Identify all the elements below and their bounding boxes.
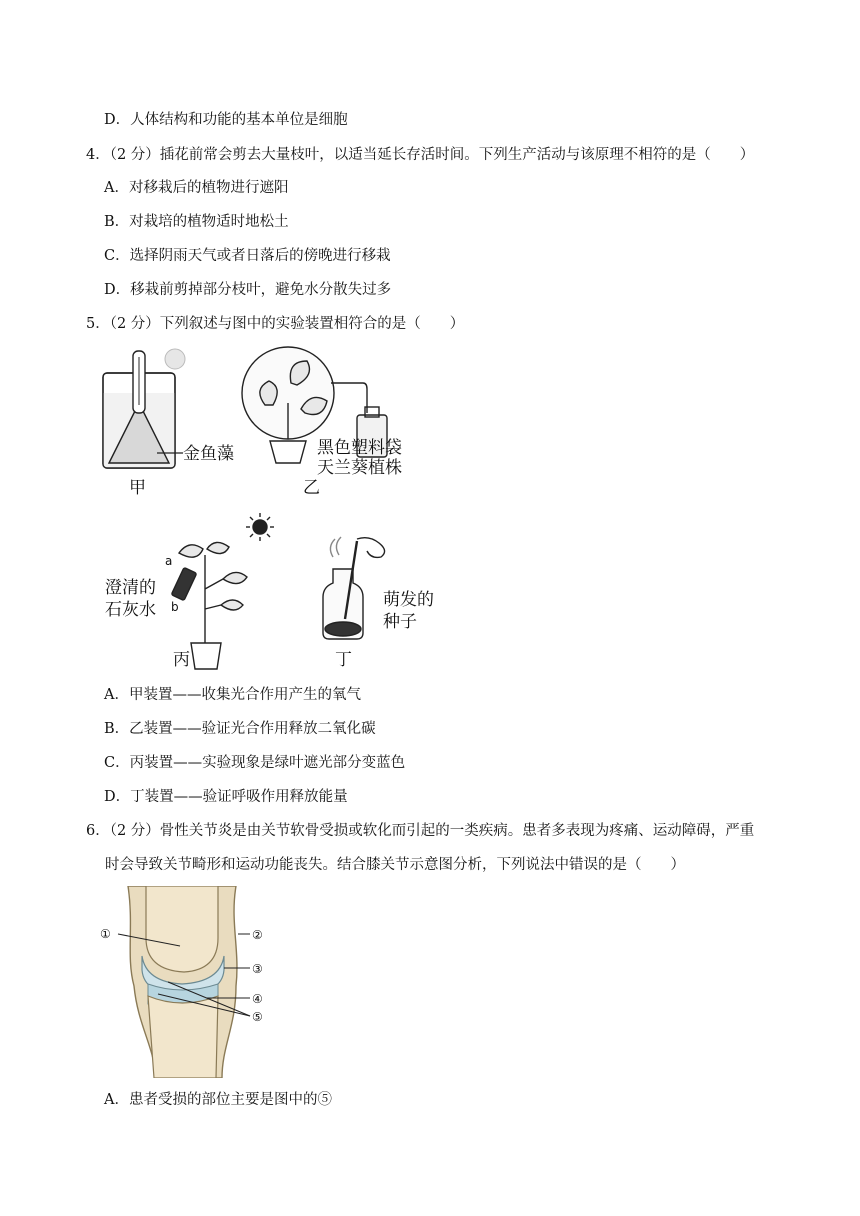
ding-seed-label-2: 种子 bbox=[383, 612, 417, 632]
q5-option-a: A．甲装置——收集光合作用产生的氧气 bbox=[104, 687, 361, 703]
q4-option-b: B．对栽培的植物适时地松土 bbox=[104, 214, 289, 230]
q5-option-b: B．乙装置——验证光合作用释放二氧化碳 bbox=[104, 721, 376, 737]
q4-option-d: D．移栽前剪掉部分枝叶，避免水分散失过多 bbox=[104, 282, 392, 298]
label-3: ③ bbox=[252, 962, 263, 976]
bing-label: 丙 bbox=[173, 650, 190, 670]
q5-experiment-figure bbox=[95, 343, 455, 673]
ding-apparatus bbox=[323, 537, 385, 639]
q6-option-a: A．患者受损的部位主要是图中的⑤ bbox=[104, 1092, 332, 1108]
label-2: ② bbox=[252, 928, 263, 942]
q6-stem-line-2: 时会导致关节畸形和运动功能丧失。结合膝关节示意图分析，下列说法中错误的是（ ） bbox=[105, 857, 685, 873]
ding-seed-label-1: 萌发的 bbox=[383, 590, 434, 610]
q4-stem: 4．（2 分）插花前常会剪去大量枝叶，以适当延长存活时间。下列生产活动与该原理不相符的是（ ） bbox=[86, 147, 755, 163]
yi-plant-label: 天兰葵植株 bbox=[317, 458, 402, 478]
q4-option-c: C．选择阴雨天气或者日落后的傍晚进行移栽 bbox=[104, 248, 391, 264]
q6-stem-line-1: 6．（2 分）骨性关节炎是由关节软骨受损或软化而引起的一类疾病。患者多表现为疼痛、运动障碍，严重 bbox=[86, 823, 755, 839]
knee-joint-diagram bbox=[98, 886, 278, 1078]
yi-bag-label: 黑色塑料袋 bbox=[317, 438, 402, 458]
q5-stem: 5．（2 分）下列叙述与图中的实验装置相符合的是（ ） bbox=[86, 316, 465, 332]
jia-apparatus bbox=[103, 351, 175, 468]
light-source-icon bbox=[165, 349, 185, 369]
q3-option-d: D．人体结构和功能的基本单位是细胞 bbox=[104, 112, 348, 128]
jia-plant-label: 金鱼藻 bbox=[183, 444, 234, 464]
yi-label: 乙 bbox=[303, 478, 320, 498]
bing-a-label: a bbox=[165, 554, 173, 568]
q5-option-d: D．丁装置——验证呼吸作用释放能量 bbox=[104, 789, 348, 805]
bing-lime-label-2: 石灰水 bbox=[105, 600, 156, 620]
jia-label: 甲 bbox=[129, 478, 146, 498]
bing-lime-label-1: 澄清的 bbox=[105, 578, 156, 598]
ding-label: 丁 bbox=[335, 650, 352, 670]
sun-icon bbox=[246, 513, 274, 541]
bing-b-label: b bbox=[171, 600, 179, 614]
tibia bbox=[148, 996, 218, 1078]
q5-option-c: C．丙装置——实验现象是绿叶遮光部分变蓝色 bbox=[104, 755, 406, 771]
q4-option-a: A．对移栽后的植物进行遮阳 bbox=[104, 180, 289, 196]
label-5: ⑤ bbox=[252, 1010, 263, 1024]
label-4: ④ bbox=[252, 992, 263, 1006]
label-1: ① bbox=[100, 927, 111, 941]
femur-head bbox=[146, 886, 218, 972]
